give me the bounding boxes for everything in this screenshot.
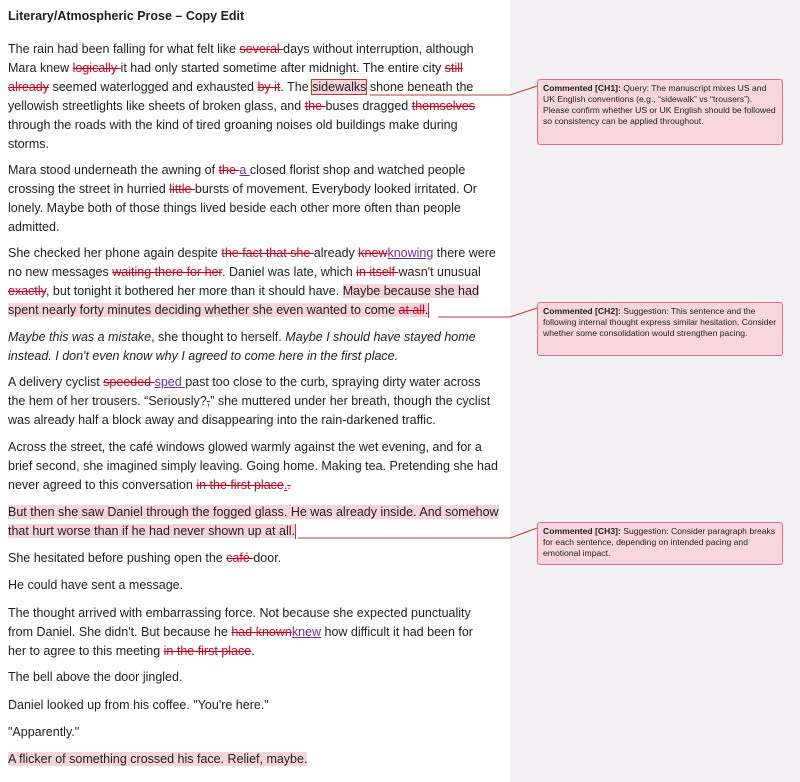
- paragraph-14: [8, 750, 508, 769]
- text-run: She checked her phone again despite: [8, 246, 222, 260]
- insertion[interactable]: knowing: [387, 246, 434, 260]
- paragraph-9: He could have sent a message.: [8, 578, 184, 592]
- insertion[interactable]: knew: [291, 625, 322, 639]
- comment-ch3[interactable]: [537, 522, 783, 565]
- comment-text: Suggestion: This sentence and the following internal thought express similar hesitation. Consider whether some consolidation would strengthen pacing.: [543, 306, 777, 338]
- text-run: ” she muttered under her breath, though the cyclist: [210, 394, 491, 408]
- deletion[interactable]: café: [226, 551, 254, 565]
- insertion[interactable]: ,: [76, 459, 80, 473]
- deletion[interactable]: speeded: [103, 375, 155, 389]
- comment-anchor-ch3[interactable]: But then she saw Daniel through the fogged glass. He was already inside. And somehow: [8, 505, 499, 519]
- paragraph-11: The bell above the door jingled.: [8, 670, 183, 684]
- text-run: Mara knew: [8, 61, 73, 75]
- insertion[interactable]: sped: [154, 375, 186, 389]
- text-line: through the roads with the kind of tired groaning noises old buildings make during: [8, 118, 458, 132]
- insertion[interactable]: .: [283, 478, 288, 492]
- deletion[interactable]: waiting there for her: [112, 265, 223, 279]
- text-run: there were: [433, 246, 496, 260]
- comment-marker: [428, 303, 430, 318]
- text-line: storms.: [8, 137, 49, 151]
- text-run: shone beneath the: [366, 80, 474, 94]
- deletion[interactable]: already: [8, 80, 49, 94]
- text-run: The rain had been falling for what felt like: [8, 42, 240, 56]
- text-run: buses dragged: [325, 99, 412, 113]
- text-run: door.: [253, 551, 282, 565]
- deletion[interactable]: ,: [206, 394, 211, 408]
- text-run: how difficult it had been for: [321, 625, 473, 639]
- deletion[interactable]: several: [239, 42, 284, 56]
- text-run: .: [251, 644, 255, 658]
- deletion[interactable]: the fact that she: [221, 246, 314, 260]
- comment-label: Commented [CH2]:: [543, 306, 621, 316]
- paragraph-12: Daniel looked up from his coffee. "You're here.": [8, 698, 269, 712]
- text-run: .: [424, 303, 429, 317]
- comment-ch1[interactable]: [537, 79, 783, 145]
- text-run: closed florist shop and watched people: [249, 163, 466, 177]
- comment-anchor-ch2-cont[interactable]: [8, 303, 428, 317]
- comment-label: Commented [CH3]:: [543, 526, 621, 536]
- paragraph-7: [8, 503, 508, 541]
- text-line: instead. I don't even know why I agreed to come here in the first place.: [8, 349, 399, 363]
- text-run: spent nearly forty minutes deciding whether she even wanted to come: [8, 303, 399, 317]
- paragraph-1: [8, 40, 508, 154]
- text-line: The thought arrived with embarrassing force. Not because she expected punctuality: [8, 606, 471, 620]
- text-run: . The: [280, 80, 313, 94]
- page-title: Literary/Atmospheric Prose – Copy Edit: [8, 9, 245, 23]
- text-run: seemed waterlogged and exhausted: [49, 80, 258, 94]
- text-run: crossing the street in hurried: [8, 182, 170, 196]
- comment-anchor-ch1[interactable]: sidewalks: [312, 80, 367, 94]
- text-run: yellowish streetlights like sheets of broken glass, and: [8, 99, 305, 113]
- deletion[interactable]: exactly: [8, 284, 46, 298]
- comment-anchor-ch2[interactable]: Maybe because she had: [342, 284, 479, 298]
- text-line: was already half a block away and disappearing into the rain-darkened traffic.: [8, 413, 436, 427]
- text-run: wasn't unusual: [398, 265, 481, 279]
- text-run: She hesitated before pushing open the: [8, 551, 227, 565]
- text-run: the hem of her trousers. “Seriously?: [8, 394, 207, 408]
- text-run: . Daniel was late, which: [222, 265, 357, 279]
- deletion[interactable]: the: [304, 99, 326, 113]
- comment-label: Commented [CH1]:: [543, 83, 621, 93]
- text-run: from Daniel. She didn't. But because he: [8, 625, 232, 639]
- paragraph-8: [8, 549, 508, 568]
- deletion[interactable]: in itself: [356, 265, 399, 279]
- paragraph-2: [8, 161, 508, 237]
- text-run: it had only started sometime after midnight. The entire city: [120, 61, 445, 75]
- text-run: , but tonight it bothered her more than it should have.: [45, 284, 343, 298]
- text-run: A delivery cyclist: [8, 375, 104, 389]
- text-run: , she thought to herself.: [151, 330, 286, 344]
- deletion[interactable]: still: [444, 61, 463, 75]
- deletion[interactable]: little: [169, 182, 195, 196]
- paragraph-3: [8, 244, 508, 320]
- text-line: admitted.: [8, 220, 60, 234]
- text-run: Mara stood underneath the awning of: [8, 163, 219, 177]
- text-run: Maybe I should have stayed home: [285, 330, 476, 344]
- text-run: past too close to the curb, spraying dirty water across: [185, 375, 481, 389]
- highlighted-text[interactable]: A flicker of something crossed his face. Relief, maybe.: [8, 752, 308, 766]
- text-line: lonely. Maybe both of those things lived beside each other more often than people: [8, 201, 461, 215]
- comment-text: Suggestion: Consider paragraph breaks for each sentence, depending on intended pacing and emotional impact.: [543, 526, 776, 558]
- text-run: brief second: [8, 459, 77, 473]
- deletion[interactable]: knew: [358, 246, 388, 260]
- paragraph-6: [8, 438, 508, 495]
- text-run: she imagined simply leaving. Going home. Making tea. Pretending she had: [79, 459, 498, 473]
- text-run: already: [313, 246, 359, 260]
- insertion[interactable]: a: [239, 163, 250, 177]
- deletion[interactable]: the: [218, 163, 240, 177]
- deletion[interactable]: had known: [231, 625, 292, 639]
- comment-anchor-ch3-cont[interactable]: that hurt worse than if he had never shown up at all.: [8, 524, 295, 538]
- deletion[interactable]: logically: [72, 61, 121, 75]
- comment-marker: [295, 524, 297, 539]
- paragraph-5: [8, 373, 508, 430]
- text-line: Across the street, the café windows glowed warmly against the wet evening, and for a: [8, 440, 482, 454]
- comment-ch2[interactable]: [537, 302, 783, 356]
- text-run: Maybe this was a mistake: [8, 330, 152, 344]
- deletion[interactable]: in the first place: [196, 478, 284, 492]
- deletion[interactable]: in the first place: [163, 644, 252, 658]
- text-run: her to agree to this meeting: [8, 644, 164, 658]
- paragraph-13: "Apparently.": [8, 725, 80, 739]
- deletion[interactable]: by it: [257, 80, 281, 94]
- comment-text: Query: The manuscript mixes US and UK English conventions (e.g., “sidewalk” vs “trousers”). Please confirm whether US or UK English should be followed so consistency can be applied throughout.: [543, 83, 776, 126]
- deletion[interactable]: .: [287, 478, 291, 492]
- deletion[interactable]: at all: [398, 303, 425, 317]
- deletion[interactable]: themselves: [411, 99, 475, 113]
- text-run: days without interruption, although: [283, 42, 474, 56]
- paragraph-4: [8, 328, 508, 366]
- text-run: no new messages: [8, 265, 113, 279]
- paragraph-10: [8, 604, 508, 661]
- text-run: bursts of movement. Everybody looked irritated. Or: [194, 182, 477, 196]
- text-run: never agreed to this conversation: [8, 478, 197, 492]
